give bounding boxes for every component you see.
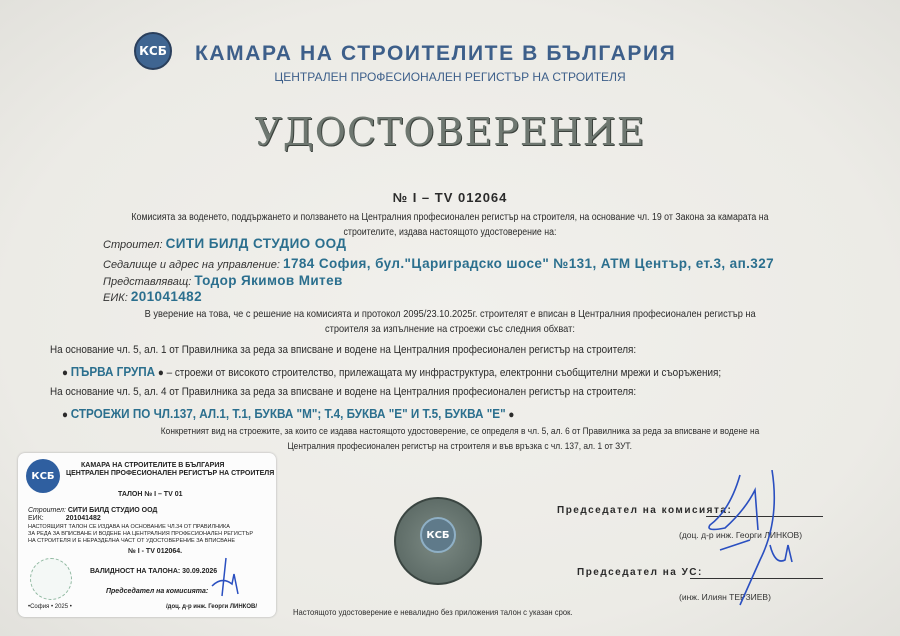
talon-logo-text: КСБ: [31, 470, 55, 482]
builder-row: [103, 236, 346, 251]
talon-signature-icon: [208, 556, 248, 601]
talon-builder-value: СИТИ БИЛД СТУДИО ООД: [67, 507, 158, 514]
talon-chair-label: Председател на комисията:: [106, 588, 209, 595]
decision-line: В уверение на това, че с решение на комисията и протокол 2095/23.10.2025г. строителят е вписан в Централния професионален регистър на: [144, 308, 756, 320]
intro-line: строителите, издава настоящото удостоверение на:: [343, 227, 557, 238]
eik-row: [103, 289, 202, 304]
decision-line: строителя за изпълнение на строежи със следния обхват:: [325, 323, 575, 335]
seal-logo-text: КСБ: [426, 529, 450, 541]
commission-chair-label: Председател на комисията:: [557, 505, 733, 516]
basis-1: На основание чл. 5, ал. 1 от Правилника за реда за вписване и водене на Централния професионален регистър на строителя:: [50, 344, 637, 356]
seal-logo: [420, 517, 456, 553]
talon-stamp-text: •София • 2025 •: [28, 604, 72, 610]
address-label: Седалище и адрес на управление:: [103, 259, 280, 271]
specific-line: Конкретният вид на строежите, за които се издава настоящото удостоверение, се определя в чл. 5, ал. 6 от Правилника за реда за вписване и водене на: [160, 426, 760, 437]
group-1-desc: – строежи от високото строителство, прилежащата му инфраструктура, електронни съобщителни мрежи и съоръжения;: [166, 367, 722, 379]
talon-builder-label: Строител:: [28, 507, 66, 514]
builder-value: СИТИ БИЛД СТУДИО ООД: [165, 236, 347, 251]
board-chair-label: Председател на УС:: [577, 567, 703, 578]
talon-eik: [28, 515, 101, 522]
talon-subtitle: ЦЕНТРАЛЕН ПРОФЕСИОНАЛЕН РЕГИСТЪР НА СТРОИТЕЛЯ: [66, 470, 275, 477]
specific-paragraph: [90, 424, 830, 454]
signature-icon: [700, 470, 820, 610]
group-2-name: СТРОЕЖИ ПО ЧЛ.137, АЛ.1, Т.1, БУКВА "М"; Т.4, БУКВА "Е" И Т.5, БУКВА "Е": [70, 406, 506, 421]
talon-text-line: НАСТОЯЩИЯТ ТАЛОН СЕ ИЗДАВА НА ОСНОВАНИЕ ЧЛ.34 ОТ ПРАВИЛНИКА: [28, 524, 230, 530]
talon-text-line: ЗА РЕДА ЗА ВПИСВАНЕ И ВОДЕНЕ НА ЦЕНТРАЛНИЯ ПРОФЕСИОНАЛЕН РЕГИСТЪР: [28, 531, 254, 537]
talon-chair-name: /доц. д-р инж. Георги ЛИНКОВ/: [166, 604, 258, 610]
address-value: 1784 София, бул."Цариградско шосе" №131, АТМ Център, ет.3, ап.327: [283, 256, 775, 271]
group-2: ● СТРОЕЖИ ПО ЧЛ.137, АЛ.1, Т.1, БУКВА "М"; Т.4, БУКВА "Е" И Т.5, БУКВА "Е" ●: [62, 406, 515, 421]
representative-row: [103, 273, 343, 288]
builder-label: Строител:: [103, 239, 163, 251]
commission-chair-name: (доц. д-р инж. Георги ЛИНКОВ): [679, 530, 803, 540]
talon-text-line: НА СТРОИТЕЛЯ И Е НЕРАЗДЕЛНА ЧАСТ ОТ УДОСТОВЕРЕНИЕ ЗА ВПИСВАНЕ: [28, 538, 236, 544]
board-chair-name: (инж. Илиян ТЕРЗИЕВ): [679, 592, 771, 602]
talon-org: КАМАРА НА СТРОИТЕЛИТЕ В БЪЛГАРИЯ: [81, 462, 225, 469]
talon-eik-value: 201041482: [65, 515, 101, 522]
address-row: [103, 256, 774, 271]
representative-label: Представляващ:: [103, 276, 192, 288]
talon-text: [28, 524, 253, 545]
talon-number: ТАЛОН № I – TV 01: [118, 491, 183, 498]
intro-line: Комисията за воденето, поддържането и ползването на Централния професионален регистър на строителя, на основание чл. 19 от Закона за камарата на: [131, 212, 769, 223]
talon-cert-number: № I - TV 012064.: [128, 548, 183, 555]
talon-eik-label: ЕИК:: [28, 515, 44, 522]
basis-2: На основание чл. 5, ал. 4 от Правилника за реда за вписване и водене на Централния професионален регистър на строителя:: [50, 386, 637, 398]
representative-value: Тодор Якимов Митев: [194, 273, 343, 288]
specific-line: Централния професионален регистър на строителя и във връзка с чл. 137, ал. 1 от ЗУТ.: [287, 441, 633, 452]
talon-stamp-icon: [30, 558, 72, 600]
group-1-name: ПЪРВА ГРУПА: [70, 364, 156, 379]
embossed-seal-icon: [394, 497, 482, 585]
logo-text: КСБ: [139, 44, 167, 58]
certificate-number: № I – TV 012064: [392, 190, 508, 205]
talon-card: [18, 453, 276, 617]
group-1: ● ПЪРВА ГРУПА ● – строежи от високото строителство, прилежащата му инфраструктура, електронни съобщителни мрежи и съоръжения;: [62, 364, 722, 379]
decision-paragraph: [40, 307, 860, 337]
chamber-logo: [134, 32, 172, 70]
talon-builder: [28, 507, 157, 514]
document-title: УДОСТОВЕРЕНИЕ: [254, 110, 646, 154]
talon-logo: [26, 459, 60, 493]
eik-value: 201041482: [130, 289, 202, 304]
talon-validity: ВАЛИДНОСТ НА ТАЛОНА: 30.09.2026: [90, 568, 218, 575]
footnote: Настоящото удостоверение е невалидно без приложения талон с указан срок.: [293, 607, 573, 617]
eik-label: ЕИК:: [103, 292, 128, 304]
org-subtitle: ЦЕНТРАЛЕН ПРОФЕСИОНАЛЕН РЕГИСТЪР НА СТРОИТЕЛЯ: [274, 70, 626, 84]
org-name: КАМАРА НА СТРОИТЕЛИТЕ В БЪЛГАРИЯ: [195, 42, 677, 65]
